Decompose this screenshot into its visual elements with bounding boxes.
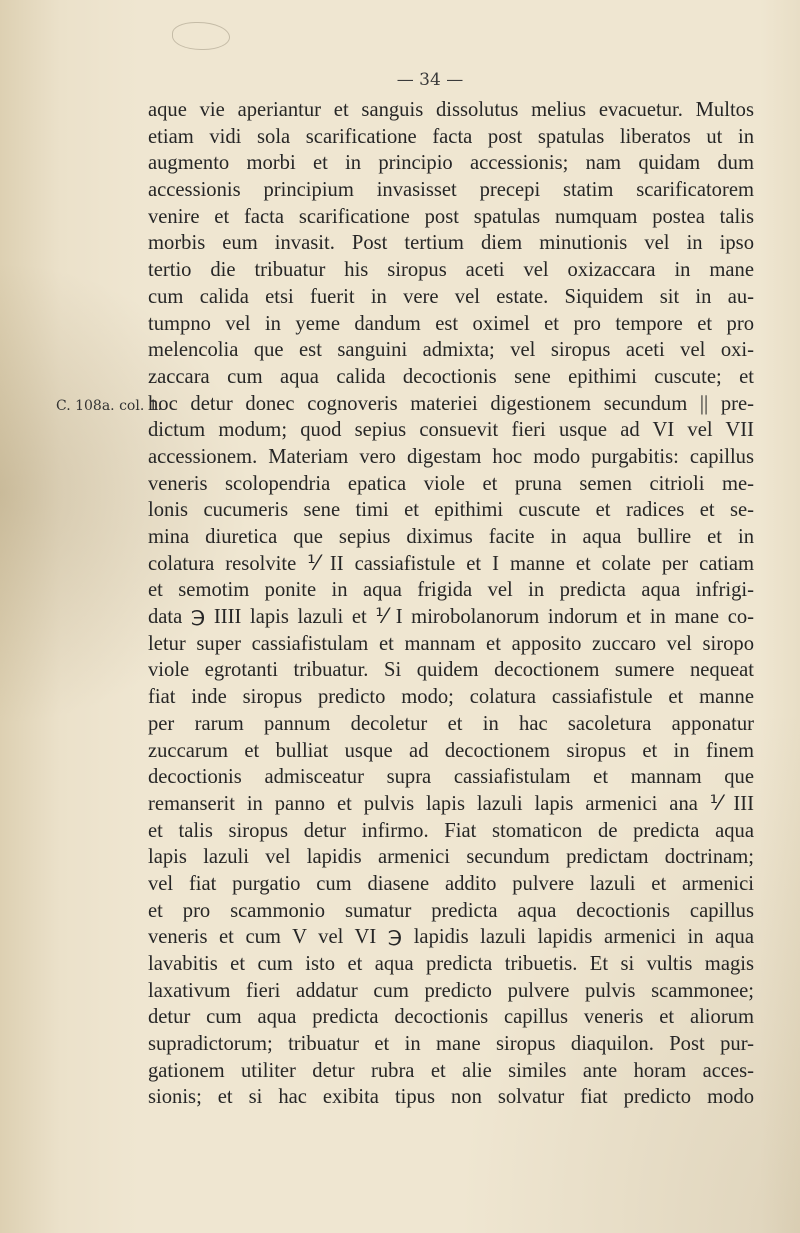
text-line: remanserit in panno et pulvis lapis lazuli lapis armenici ana ⅟ III bbox=[148, 792, 754, 815]
text-line: data ℈ IIII lapis lazuli et ⅟ I mirobolanorum indorum et in mane co- bbox=[148, 606, 754, 629]
text-line: lapis lazuli vel lapidis armenici secundum predictam doctrinam; bbox=[148, 846, 754, 869]
text-line: zuccarum et bulliat usque ad decoctionem siropus et in finem bbox=[148, 739, 754, 762]
text-line: gationem utiliter detur rubra et alie similes ante horam acces- bbox=[148, 1059, 754, 1082]
text-line: accessionis principium invasisset precepi statim scarificatorem bbox=[148, 179, 754, 202]
text-line: mina diuretica que sepius diximus facite in aqua bullire et in bbox=[148, 526, 754, 548]
text-line: aque vie aperiantur et sanguis dissolutus melius evacuetur. Multos bbox=[148, 99, 754, 121]
body-text bbox=[148, 97, 754, 1111]
text-line: melencolia que est sanguini admixta; vel siropus aceti vel oxi- bbox=[148, 339, 754, 362]
text-line: lavabitis et cum isto et aqua predicta tribuetis. Et si vultis magis bbox=[148, 953, 754, 975]
text-line: colatura resolvite ⅟ II cassiafistule et I manne et colate per catiam bbox=[148, 552, 754, 575]
text-line: et semotim ponite in aqua frigida vel in predicta aqua infrigi- bbox=[148, 579, 754, 602]
text-line: et talis siropus detur infirmo. Fiat stomaticon de predicta aqua bbox=[148, 819, 754, 842]
margin-note: C. 108a. col. 1. bbox=[56, 398, 163, 414]
text-line: letur super cassiafistulam et mannam et apposito zuccaro vel siropo bbox=[148, 632, 754, 655]
text-line: dictum modum; quod sepius consuevit fieri usque ad VI vel VII bbox=[148, 419, 754, 442]
text-line: et pro scammonio sumatur predicta aqua decoctionis capillus bbox=[148, 899, 754, 922]
text-line: veneris et cum V vel VI ℈ lapidis lazuli lapidis armenici in aqua bbox=[148, 926, 754, 949]
text-line: veneris scolopendria epatica viole et pruna semen citrioli me- bbox=[148, 472, 754, 495]
paper-stain bbox=[172, 22, 230, 50]
text-line: viole egrotanti tribuatur. Si quidem decoctionem sumere nequeat bbox=[148, 659, 754, 682]
text-line: supradictorum; tribuatur et in mane siropus diaquilon. Post pur- bbox=[148, 1033, 754, 1056]
text-line: zaccara cum aqua calida decoctionis sene epithimi cuscute; et bbox=[148, 365, 754, 388]
text-line: cum calida etsi fuerit in vere vel estate. Siquidem sit in au- bbox=[148, 285, 754, 308]
text-line: hoc detur donec cognoveris materiei digestionem secundum || pre- bbox=[148, 392, 754, 415]
text-line: lonis cucumeris sene timi et epithimi cuscute et radices et se- bbox=[148, 499, 754, 522]
text-line: fiat inde siropus predicto modo; colatura cassiafistule et manne bbox=[148, 686, 754, 709]
text-line: per rarum pannum decoletur et in hac sacoletura apponatur bbox=[148, 712, 754, 735]
text-line: accessionem. Materiam vero digestam hoc modo purgabitis: capillus bbox=[148, 445, 754, 468]
page-number: — 34 — bbox=[396, 70, 464, 90]
text-line: vel fiat purgatio cum diasene addito pulvere lazuli et armenici bbox=[148, 872, 754, 895]
text-line: sionis; et si hac exibita tipus non solvatur fiat predicto modo bbox=[148, 1086, 754, 1109]
text-line: tumpno vel in yeme dandum est oximel et pro tempore et pro bbox=[148, 312, 754, 335]
text-line: etiam vidi sola scarificatione facta post spatulas liberatos ut in bbox=[148, 125, 754, 148]
text-line: morbis eum invasit. Post tertium diem minutionis vel in ipso bbox=[148, 232, 754, 255]
text-line: decoctionis admisceatur supra cassiafistulam et mannam que bbox=[148, 766, 754, 789]
text-line: tertio die tribuatur his siropus aceti vel oxizaccara in mane bbox=[148, 259, 754, 282]
text-line: augmento morbi et in principio accessionis; nam quidam dum bbox=[148, 152, 754, 175]
text-line: laxativum fieri addatur cum predicto pulvere pulvis scammonee; bbox=[148, 979, 754, 1002]
text-line: detur cum aqua predicta decoctionis capillus veneris et aliorum bbox=[148, 1006, 754, 1029]
text-line: venire et facta scarificatione post spatulas numquam postea talis bbox=[148, 205, 754, 228]
